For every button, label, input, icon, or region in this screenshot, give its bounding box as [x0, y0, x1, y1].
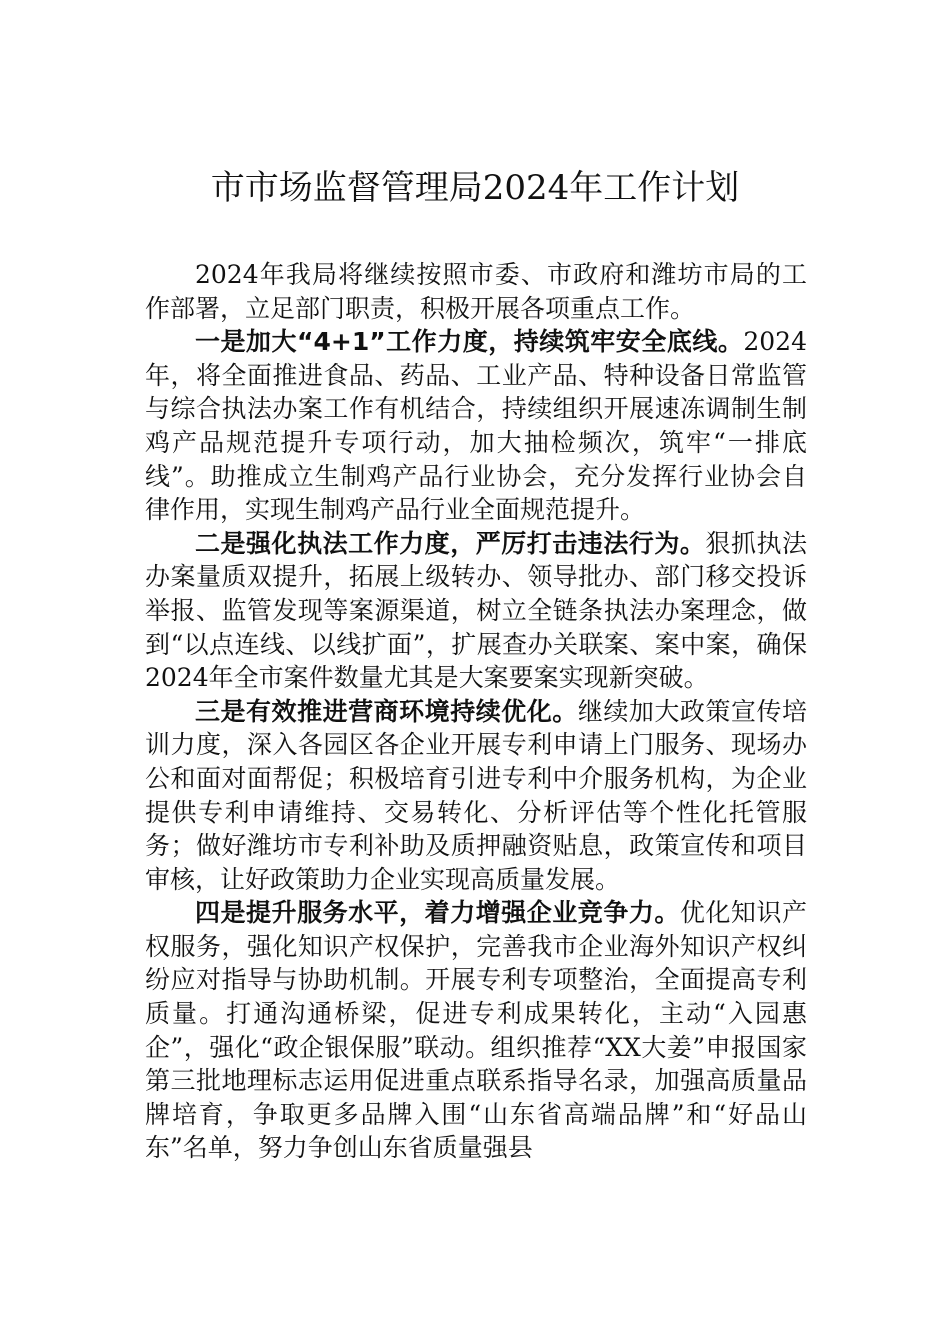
paragraph-item-4 [145, 896, 807, 1165]
paragraph-text: 优化知识产权服务，强化知识产权保护，完善我市企业海外知识产权纠纷应对指导与协助机制。开展专利专项整治，全面提高专利质量。打通沟通桥梁，促进专利成果转化，主动“入园惠企”，强化“政企银保服”联动。组织推荐“XX大姜”申报国家第三批地理标志运用促进重点联系指导名录，加强高质量品牌培育，争取更多品牌入围“山东省高端品牌”和“好品山东”名单，努力争创山东省质量强县 [145, 898, 807, 1163]
paragraph-intro [145, 258, 807, 325]
paragraph-lead: 三是有效推进营商环境持续优化。 [195, 696, 578, 726]
document-title: 市市场监督管理局2024年工作计划 [210, 168, 740, 208]
paragraph-lead: 一是加大“4+1”工作力度，持续筑牢安全底线。 [195, 327, 744, 357]
paragraph-text: 狠抓执法办案量质双提升，拓展上级转办、领导批办、部门移交投诉举报、监管发现等案源渠道，树立全链条执法办案理念，做到“以点连线、以线扩面”，扩展查办关联案、案中案，确保2024年全市案件数量尤其是大案要案实现新突破。 [145, 528, 807, 693]
paragraph-lead: 四是提升服务水平，着力增强企业竞争力。 [195, 898, 680, 928]
paragraph-text: 继续加大政策宣传培训力度，深入各园区各企业开展专利申请上门服务、现场办公和面对面帮促；积极培育引进专利中介服务机构，为企业提供专利申请维持、交易转化、分析评估等个性化托管服务；做好潍坊市专利补助及质押融资贴息，政策宣传和项目审核，让好政策助力企业实现高质量发展。 [145, 696, 807, 894]
document-body [145, 258, 807, 1165]
paragraph-item-2 [145, 527, 807, 695]
paragraph-text: 2024年，将全面推进食品、药品、工业产品、特种设备日常监管与综合执法办案工作有机结合，持续组织开展速冻调制生制鸡产品规范提升专项行动，加大抽检频次，筑牢“一排底线”。助推成立生制鸡产品行业协会，充分发挥行业协会自律作用，实现生制鸡产品行业全面规范提升。 [145, 327, 807, 525]
paragraph-item-3 [145, 695, 807, 897]
paragraph-lead: 二是强化执法工作力度，严厉打击违法行为。 [195, 528, 706, 558]
paragraph-text: 2024年我局将继续按照市委、市政府和潍坊市局的工作部署，立足部门职责，积极开展各项重点工作。 [145, 260, 807, 323]
paragraph-item-1 [145, 325, 807, 527]
